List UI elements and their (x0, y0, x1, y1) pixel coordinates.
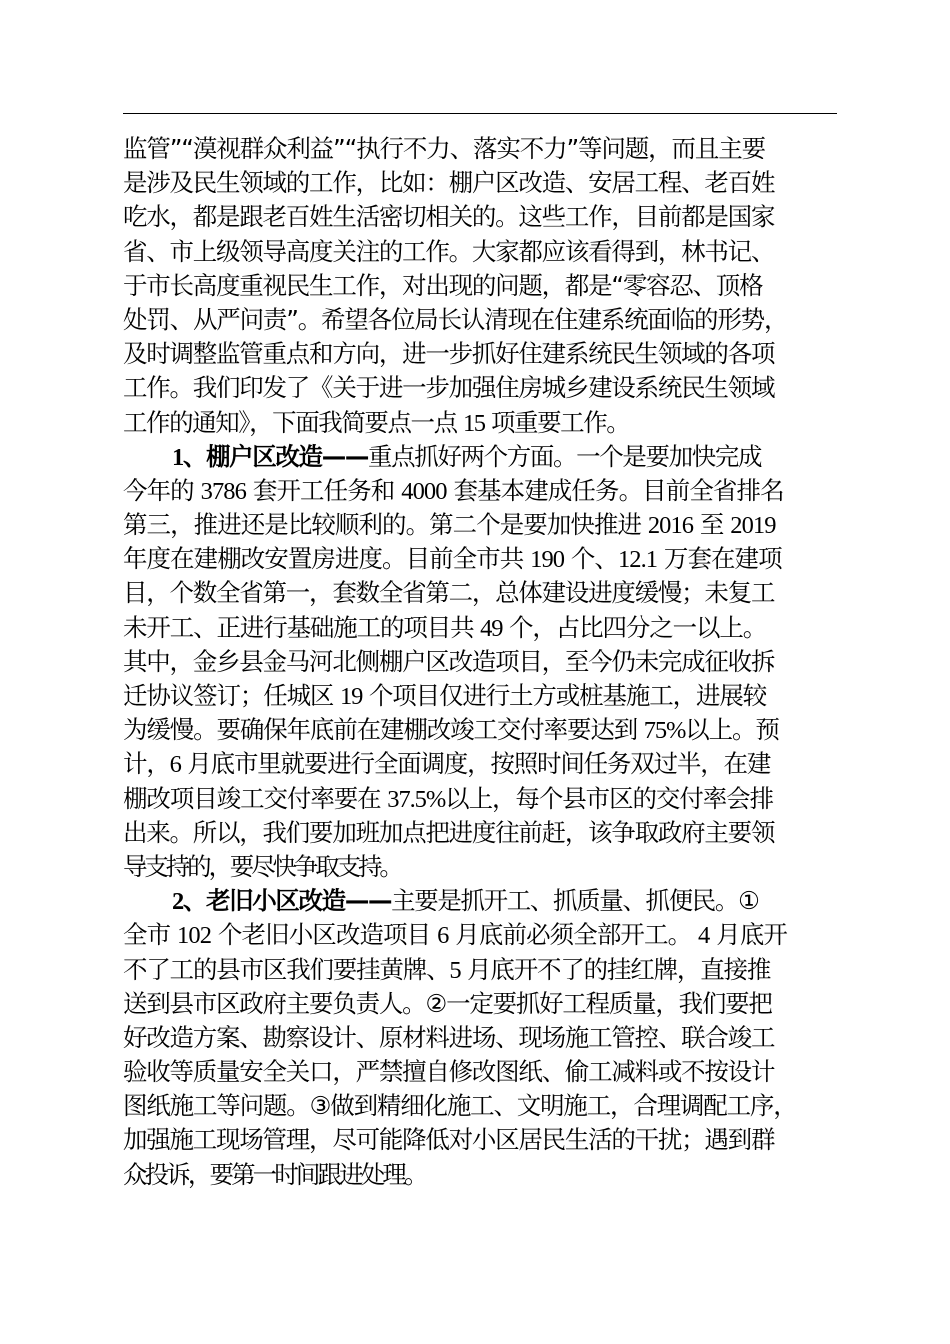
text-segment: 个老旧小区改造项目 (211, 920, 438, 950)
text-segment: 75% (643, 717, 686, 745)
text-line (123, 1158, 883, 1192)
text-line (123, 850, 883, 884)
text-segment: 导支持的，要尽快争取支持。 (123, 851, 401, 881)
text-segment: 个项目仅进行土方或桩基施工，进展较 (362, 681, 767, 710)
text-segment: 3786 (200, 477, 246, 505)
text-line (123, 918, 883, 952)
text-segment: 不了工的县市区我们要挂黄牌、 (123, 954, 450, 984)
text-segment: 套开工任务和 (245, 475, 402, 505)
text-segment: 、老旧小区改造 (182, 886, 345, 916)
text-line (123, 508, 883, 542)
text-segment: 6 (169, 751, 181, 779)
text-segment: 4 (698, 922, 710, 950)
body-text (123, 132, 883, 1192)
text-line (123, 166, 883, 200)
text-line (123, 406, 883, 440)
text-segment: 个、 (564, 544, 618, 574)
text-segment: 5 (449, 956, 461, 984)
text-segment: 6 (437, 922, 449, 950)
text-segment: 2 (172, 888, 183, 916)
text-line (123, 747, 883, 781)
text-line (123, 953, 883, 987)
text-segment: 众投诉，要第一时间跟进处理。 (123, 1159, 426, 1189)
text-segment: —— (321, 441, 368, 471)
text-line (123, 440, 883, 474)
text-line (123, 132, 883, 166)
text-segment: 月底开 (709, 920, 788, 950)
text-segment: 2016 (647, 512, 694, 540)
text-line (123, 1123, 883, 1157)
text-segment: 2019 (730, 512, 776, 540)
text-segment: 1 (172, 443, 183, 471)
text-segment: 目，个数全省第一，套数全省第二，总体建设进度缓慢；未复工 (123, 578, 775, 608)
text-line (123, 200, 883, 234)
text-line (123, 337, 883, 371)
text-line (123, 1021, 883, 1055)
text-segment: 计， (123, 749, 170, 779)
text-segment: 其中，金乡县金马河北侧棚户区改造项目，至今仍未完成征收拆 (123, 646, 775, 676)
text-segment: 190 (530, 546, 565, 574)
text-segment: 第三，推进还是比较顺利的。第二个是要加快推进 (123, 510, 648, 540)
text-segment: 4000 (401, 477, 447, 505)
text-segment: 出来。所以，我们要加班加点把进度往前赶，该争取政府主要领 (123, 817, 775, 847)
text-line (123, 269, 883, 303)
text-segment: 处罚、从严问责”。希望各位局长认清现在住建系统面临的形势， (123, 304, 788, 334)
text-segment: 好改造方案、勘察设计、原材料进场、现场施工管控、联合竣工 (123, 1022, 775, 1052)
text-segment: 以上，每个县市区的交付率会排 (445, 783, 773, 813)
text-segment: 万套在建项 (657, 544, 782, 574)
text-segment: 于市长高度重视民生工作，对出现的问题，都是“零容忍、顶格 (123, 270, 763, 300)
text-segment: 未开工、正进行基础施工的项目共 (123, 612, 481, 642)
text-segment: 为缓慢。要确保年底前在建棚改竣工交付率要达到 (123, 715, 644, 745)
text-segment: 及时调整监管重点和方向，进一步抓好住建系统民生领域的各项 (123, 339, 775, 369)
text-segment: 、棚户区改造 (182, 441, 322, 471)
text-segment: 月底开不了的挂红牌，直接推 (460, 954, 771, 984)
text-line (123, 884, 883, 918)
text-segment: 102 (177, 922, 212, 950)
text-segment: 工作。我们印发了《关于进一步加强住房城乡建设系统民生领域 (123, 373, 775, 403)
text-segment: —— (344, 886, 392, 916)
text-segment: 重点抓好两个方面。一个是要加快完成 (367, 441, 762, 471)
text-segment: 监管”“漠视群众利益”“执行不力、落实不力”等问题，而且主要 (123, 134, 765, 163)
text-segment: 37.5% (387, 785, 446, 813)
text-line (123, 645, 883, 679)
text-segment: 加强施工现场管理，尽可能降低对小区居民生活的干扰；遇到群 (123, 1125, 775, 1155)
text-segment: 工作的通知》，下面我简要点一点 (123, 407, 463, 437)
text-segment: 今年的 (123, 475, 201, 505)
text-segment: 全市 (123, 920, 178, 950)
text-line (123, 576, 883, 610)
text-line (123, 371, 883, 405)
text-segment: 以上。预 (685, 715, 779, 745)
text-segment: 图纸施工等问题。③做到精细化施工、文明施工，合理调配工序， (123, 1091, 797, 1121)
text-segment: 15 (463, 409, 485, 437)
text-segment: 主要是抓开工、抓质量、抓便民。① (391, 886, 759, 916)
text-line (123, 611, 883, 645)
text-segment: 个，占比四分之一以上。 (502, 612, 767, 642)
text-line (123, 474, 883, 508)
text-line (123, 235, 883, 269)
text-segment: 是涉及民生领域的工作，比如：棚户区改造、安居工程、老百姓 (123, 168, 775, 198)
text-line (123, 1055, 883, 1089)
text-segment: 19 (339, 683, 363, 710)
text-segment: 套基本建成任务。目前全省排名 (446, 475, 784, 505)
header-rule (123, 113, 837, 114)
text-line (123, 782, 883, 816)
text-line (123, 1089, 883, 1123)
text-segment: 迁协议签订；任城区 (123, 681, 340, 710)
text-segment: 年度在建棚改安置房进度。目前全市共 (123, 544, 531, 574)
text-segment: 棚改项目竣工交付率要在 (123, 783, 388, 813)
text-line (123, 303, 883, 337)
text-segment: 月底前必须全部开工。 (448, 920, 699, 950)
text-segment: 月底市里就要进行全面调度，按照时间任务双过半，在建 (180, 749, 771, 779)
text-line (123, 987, 883, 1021)
text-segment: 验收等质量安全关口，严禁擅自修改图纸、偷工减料或不按设计 (123, 1057, 775, 1087)
text-line (123, 679, 883, 713)
text-line (123, 816, 883, 850)
text-line (123, 542, 883, 576)
text-segment: 至 (693, 510, 731, 540)
text-line (123, 713, 883, 747)
text-segment: 吃水，都是跟老百姓生活密切相关的。这些工作，目前都是国家 (123, 202, 775, 232)
text-segment: 送到县市区政府主要负责人。②一定要抓好工程质量，我们要把 (123, 988, 772, 1018)
text-segment: 项重要工作。 (484, 407, 630, 437)
text-segment: 省、市上级领导高度关注的工作。大家都应该看得到，林书记、 (123, 236, 775, 266)
text-segment: 49 (480, 614, 503, 642)
text-segment: 12.1 (617, 546, 658, 574)
